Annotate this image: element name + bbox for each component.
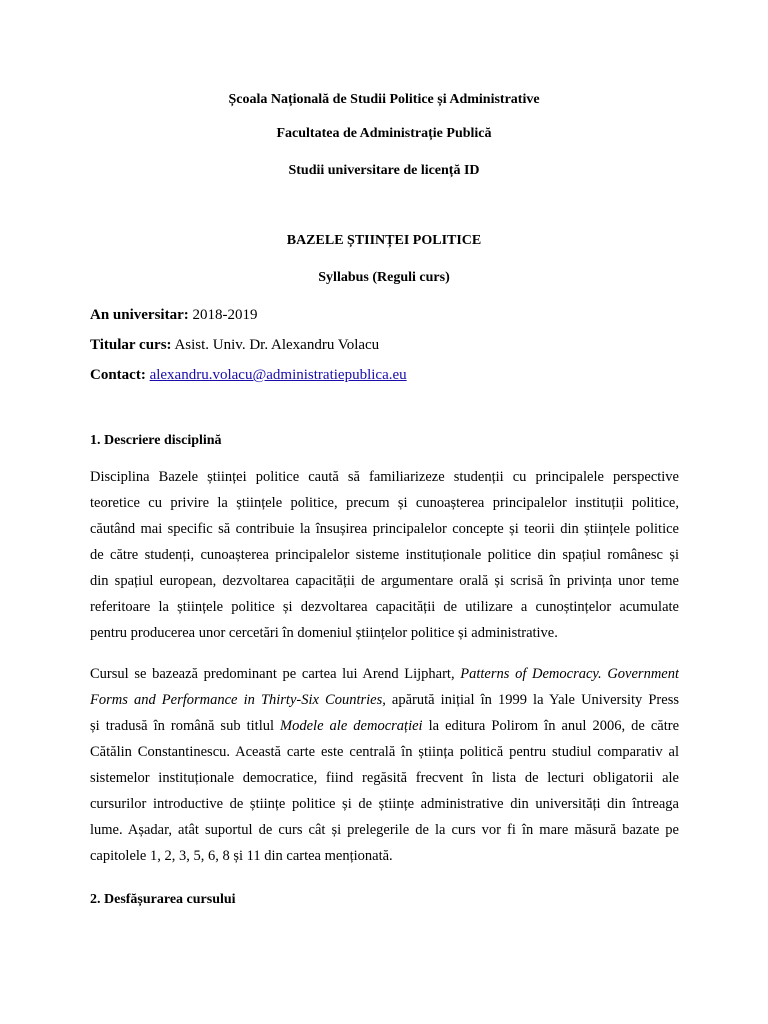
academic-year-line [90, 307, 258, 324]
course-subtitle: Syllabus (Reguli curs) [318, 270, 450, 285]
text-run: , apărută inițial în 1999 la Yale University Press [382, 692, 679, 708]
academic-year-value: 2018-2019 [188, 307, 258, 323]
paragraph-line [90, 687, 679, 713]
section-2-heading: 2. Desfășurarea cursului [90, 892, 236, 907]
text-run: Cursul se bazează predominant pe cartea lui Arend Lijphart, [90, 666, 461, 682]
paragraph-line: sistemelor instituționale democratice, fiind regăsită frecvent în lista de lecturi obligatorii ale [90, 770, 679, 786]
course-basis-paragraph [90, 661, 679, 869]
paragraph-line: pentru producerea unor cercetări în domeniul științelor politice și administrative. [90, 625, 558, 641]
book-title-english: Patterns of Democracy. Government [460, 666, 679, 682]
paragraph-line: Cătălin Constantinescu. Această carte este centrală în știința politică pentru studiul comparativ al [90, 744, 679, 760]
course-holder-value: Asist. Univ. Dr. Alexandru Volacu [171, 337, 380, 353]
paragraph-line: referitoare la științele politice și dezvoltarea capacității de utilizare a cunoștințelor acumulate [90, 599, 679, 615]
contact-label: Contact: [90, 367, 146, 383]
description-paragraph [90, 464, 679, 646]
program-name: Studii universitare de licență ID [288, 163, 480, 178]
book-title-romanian: Modele ale democrației [280, 718, 423, 734]
paragraph-line: căutând mai specific să contribuie la însușirea principalelor concepte și teorii din științele politice [90, 521, 679, 537]
text-run: și tradusă în română sub titlul [90, 718, 281, 734]
paragraph-line: teoretice cu privire la științele politice, precum și cunoașterea principalelor instituții politice, [90, 495, 679, 511]
book-title-english-cont: Forms and Performance in Thirty-Six Countries [90, 692, 383, 708]
paragraph-line: Disciplina Bazele științei politice caută să familiarizeze studenții cu principalele perspective [90, 469, 679, 485]
text-run: la editura Polirom în anul 2006, de către [422, 718, 679, 734]
paragraph-line: lume. Așadar, atât suportul de curs cât și prelegerile de la curs vor fi în mare măsură bazate pe [90, 822, 679, 838]
contact-email-link[interactable]: alexandru.volacu@administratiepublica.eu [149, 367, 407, 383]
course-title: BAZELE ȘTIINȚEI POLITICE [286, 233, 482, 248]
paragraph-line: cursurilor introductive de științe politice și de științe administrative din universități din întreaga [90, 796, 679, 812]
faculty-name: Facultatea de Administrație Publică [276, 126, 492, 141]
paragraph-line [90, 713, 679, 739]
course-holder-line [90, 337, 379, 354]
paragraph-line: din spațiul european, dezvoltarea capacității de argumentare orală și scrisă în privința unor teme [90, 573, 679, 589]
section-1-heading: 1. Descriere disciplină [90, 433, 222, 448]
paragraph-line [90, 661, 679, 687]
course-holder-label: Titular curs: [90, 337, 172, 353]
academic-year-label: An universitar: [90, 307, 189, 323]
paragraph-line: capitolele 1, 2, 3, 5, 6, 8 și 11 din cartea menționată. [90, 848, 393, 864]
contact-line [90, 367, 407, 384]
paragraph-line: de către studenți, cunoașterea principalelor sisteme instituționale politice din spațiul românesc și [90, 547, 679, 563]
school-name: Școala Națională de Studii Politice și Administrative [228, 92, 540, 107]
